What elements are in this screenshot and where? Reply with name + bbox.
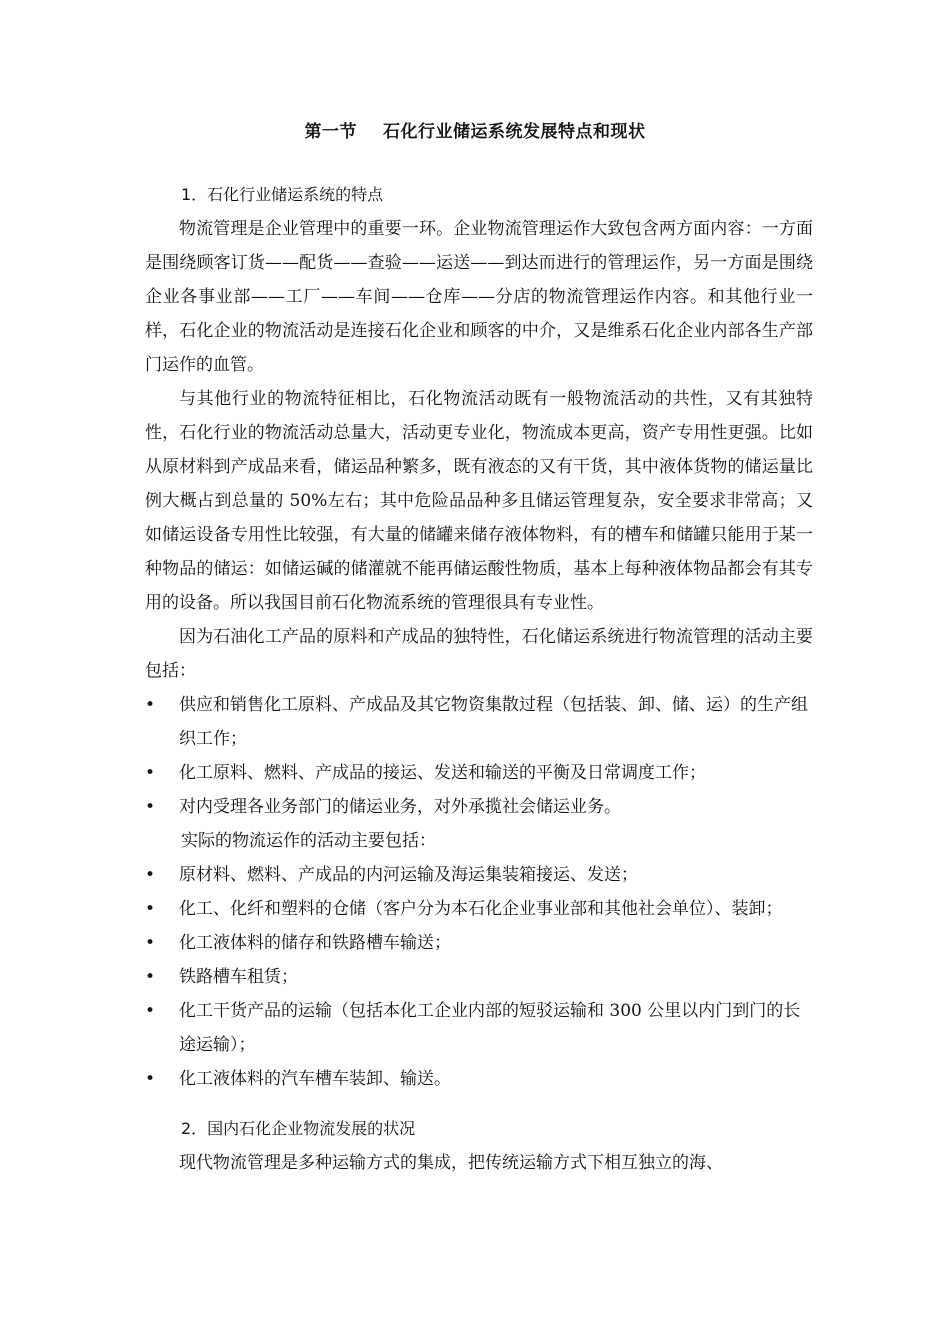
heading-domestic-status: 2．国内石化企业物流发展的状况	[181, 1119, 416, 1138]
list-item: • 供应和销售化工原料、产成品及其它物资集散过程（包括装、卸、储、运）的生产组织工作；	[145, 688, 813, 756]
section-title	[0, 117, 950, 142]
paragraph: 与其他行业的物流特征相比，石化物流活动既有一般物流活动的共性，又有其独特性，石化行业的物流活动总量大，活动更专业化，物流成本更高，资产专用性更强。比如从原材料到产成品来看，储运品种繁多，既有液态的又有干货，其中液体货物的储运量比例大概占到总量的 50%左右；其中危险品品种多且储运管理复杂，安全要求非常高；又如储运设备专用性比较强，有大量的储罐来储存液体物料，有的槽车和储罐只能用于某一种物品的储运：如储运碱的储灌就不能再储运酸性物质，基本上每种液体物品都会有其专用的设备。所以我国目前石化物流系统的管理很具有专业性。	[145, 389, 813, 613]
activity-list	[145, 688, 813, 824]
document-body	[145, 178, 813, 1180]
bullet-icon: •	[145, 797, 156, 817]
list-item: • 铁路槽车租赁；	[145, 960, 813, 994]
list-item: • 化工液体料的汽车槽车装卸、输送。	[145, 1062, 813, 1096]
bullet-icon: •	[145, 695, 156, 715]
section-title-text: 石化行业储运系统发展特点和现状	[383, 122, 646, 142]
list-item: • 化工干货产品的运输（包括本化工企业内部的短驳运输和 300 公里以内门到门的长途运输）；	[145, 994, 813, 1062]
paragraph: 物流管理是企业管理中的重要一环。企业物流管理运作大致包含两方面内容：一方面是围绕顾客订货——配货——查验——运送——到达而进行的管理运作，另一方面是围绕企业各事业部——工厂——车间——仓库——分店的物流管理运作内容。和其他行业一样，石化企业的物流活动是连接石化企业和顾客的中介，又是维系石化企业内部各生产部门运作的血管。	[145, 219, 813, 375]
subintro-text: 实际的物流运作的活动主要包括：	[181, 831, 436, 851]
paragraph: 现代物流管理是多种运输方式的集成，把传统运输方式下相互独立的海、	[179, 1153, 723, 1173]
bullet-icon: •	[145, 1001, 156, 1021]
paragraph: 因为石油化工产品的原料和产成品的独特性，石化储运系统进行物流管理的活动主要包括：	[145, 627, 813, 681]
list-item: • 原材料、燃料、产成品的内河运输及海运集装箱接运、发送；	[145, 858, 813, 892]
bullet-icon: •	[145, 899, 156, 919]
operation-list	[145, 858, 813, 1096]
list-item: • 对内受理各业务部门的储运业务，对外承揽社会储运业务。	[145, 790, 813, 824]
list-item: • 化工、化纤和塑料的仓储（客户分为本石化企业事业部和其他社会单位）、装卸；	[145, 892, 813, 926]
bullet-icon: •	[145, 933, 156, 953]
bullet-icon: •	[145, 967, 156, 987]
section-number: 第一节	[304, 122, 357, 142]
bullet-icon: •	[145, 763, 156, 783]
heading-characteristics: 1．石化行业储运系统的特点	[181, 185, 384, 204]
list-item: • 化工液体料的储存和铁路槽车输送；	[145, 926, 813, 960]
bullet-icon: •	[145, 865, 156, 885]
list-item: • 化工原料、燃料、产成品的接运、发送和输送的平衡及日常调度工作；	[145, 756, 813, 790]
bullet-icon: •	[145, 1069, 156, 1089]
